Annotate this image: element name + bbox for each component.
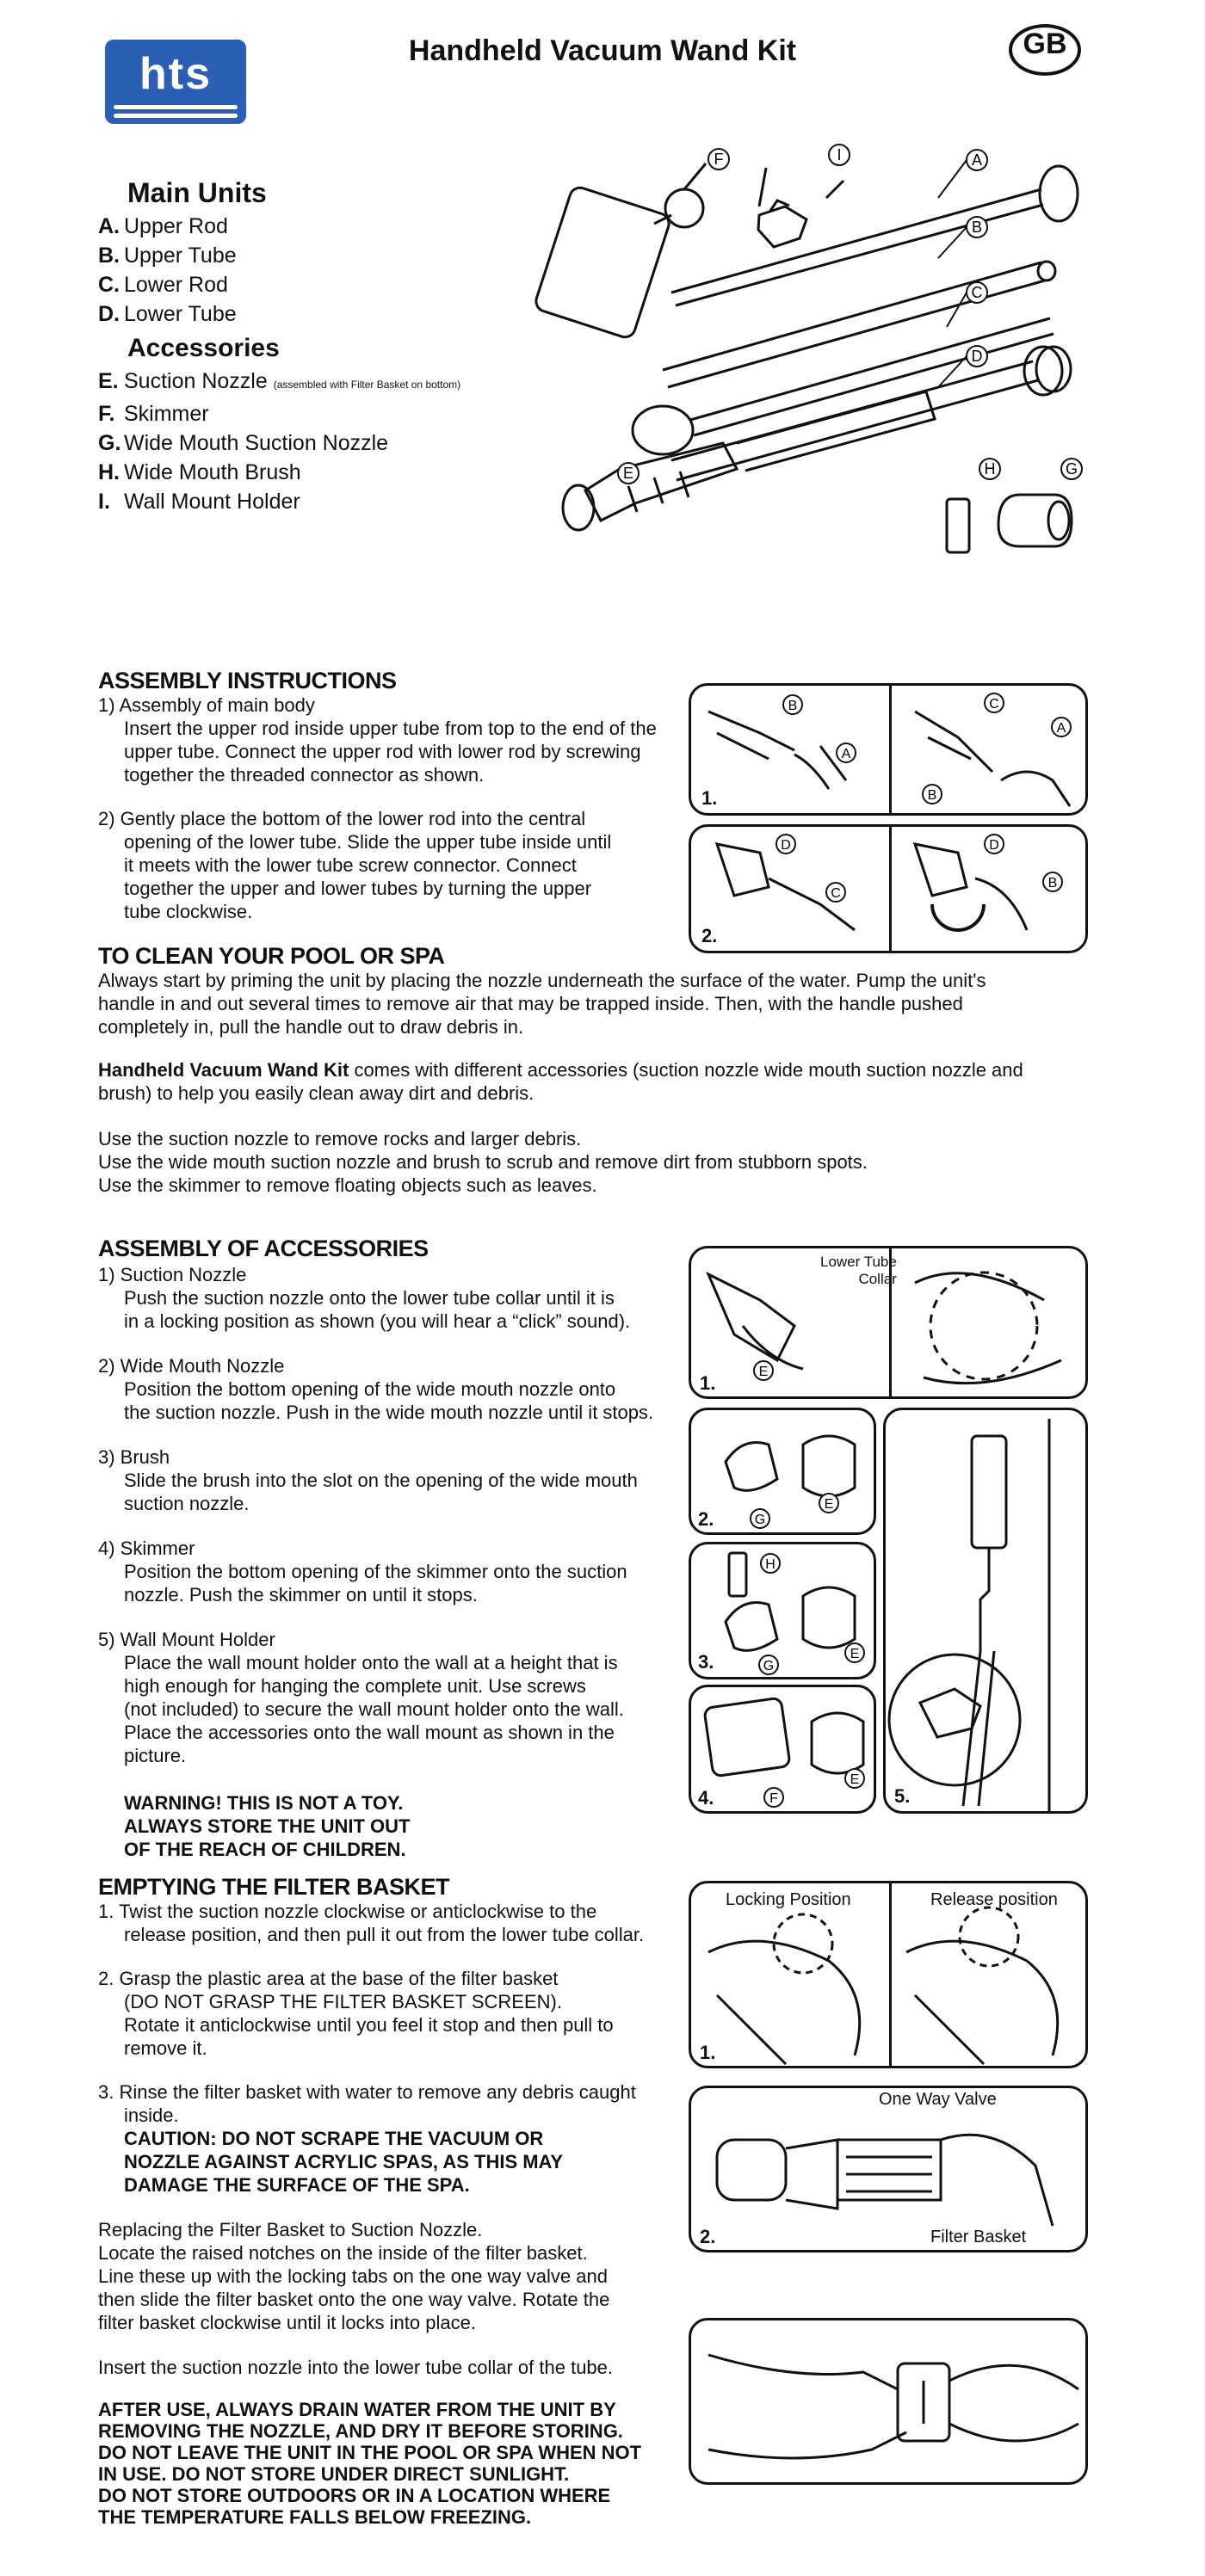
filter-figure-1 xyxy=(689,1881,1088,2068)
figure-number: 2. xyxy=(701,925,718,946)
svg-text:E: E xyxy=(824,1497,834,1512)
list-item: F. Skimmer xyxy=(98,402,209,426)
filter-step-1: 1. Twist the suction nozzle clockwise or anticlockwise to the release position, and then pull it out from the lower tube collar. xyxy=(98,1901,645,1945)
filter-step-3: 3. Rinse the filter basket with water to remove any debris caught inside. xyxy=(98,2081,636,2126)
accessory-step-1: 1) Suction Nozzle Push the suction nozzle onto the lower tube collar until it is in a locking position as shown (you will hear a “click” sound). xyxy=(98,1264,631,1332)
figure-number: 5. xyxy=(894,1785,911,1807)
accessory-step-3: 3) Brush Slide the brush into the slot on the opening of the wide mouth suction nozzle. xyxy=(98,1446,638,1514)
assembly-step1: 1) Assembly of main body Insert the upper rod inside upper tube from top to the end of the upper tube. Connect the upper rod with lower rod by screwing together the threaded connector as shown. xyxy=(98,694,657,786)
figure-number: 4. xyxy=(698,1787,714,1809)
callout-a: A xyxy=(971,151,983,169)
logo-wave xyxy=(114,114,238,118)
svg-text:A: A xyxy=(841,747,851,761)
list-item: H. Wide Mouth Brush xyxy=(98,460,301,484)
accessory-figure-2 xyxy=(689,1408,876,1535)
list-item: E. Suction Nozzle (assembled with Filter Basket on bottom) xyxy=(98,369,461,393)
step-title: 1) Assembly of main body xyxy=(98,694,315,716)
callout-d: D xyxy=(971,348,983,365)
caution-note: CAUTION: DO NOT SCRAPE THE VACUUM OR NOZZLE AGAINST ACRYLIC SPAS, AS THIS MAY DAMAGE THE SURFACE OF THE SPA. xyxy=(124,2128,564,2196)
accessories-list xyxy=(98,367,460,516)
accessory-step-5: 5) Wall Mount Holder Place the wall mount holder onto the wall at a height that is high enough for hanging the complete unit. Use screws (not included) to secure the wall mount holder onto the wall. Place the accessories onto the wall mount as shown in the picture. xyxy=(98,1629,624,1766)
list-item: D. Lower Tube xyxy=(98,302,237,326)
svg-text:H: H xyxy=(765,1557,776,1572)
accessory-step-4: 4) Skimmer Position the bottom opening of the skimmer onto the suction nozzle. Push the skimmer on until it stops. xyxy=(98,1538,627,1605)
filter-figure-2 xyxy=(689,2086,1088,2252)
skimmer-drawing xyxy=(534,185,703,340)
figure-number: 2. xyxy=(698,1508,714,1530)
region-badge: GB xyxy=(1009,24,1081,76)
assembly-heading: ASSEMBLY INSTRUCTIONS xyxy=(98,668,397,693)
filter-step-2: 2. Grasp the plastic area at the base of the filter basket (DO NOT GRASP THE FILTER BASKET SCREEN). Rotate it anticlockwise until you feel it stop and then pull to remove it. xyxy=(98,1968,614,2059)
filter-basket-label: Filter Basket xyxy=(930,2228,1027,2246)
svg-text:A: A xyxy=(1056,721,1066,736)
callout-e: E xyxy=(622,465,634,482)
svg-text:B: B xyxy=(1047,876,1058,891)
figure-number: 3. xyxy=(698,1651,714,1673)
accessory-figure-4 xyxy=(689,1685,876,1814)
callout-i: I xyxy=(837,146,842,163)
filter-heading: EMPTYING THE FILTER BASKET xyxy=(98,1874,450,1900)
list-item: C. Lower Rod xyxy=(98,273,228,297)
upper-tube-drawing xyxy=(663,262,1055,387)
wide-mouth-nozzle-drawing xyxy=(998,495,1072,546)
svg-text:B: B xyxy=(927,788,937,803)
callout-b: B xyxy=(971,219,983,236)
figure-number: 1. xyxy=(700,1372,716,1394)
svg-text:D: D xyxy=(989,838,999,853)
assembly-figure-2 xyxy=(689,824,1088,953)
logo-text: hts xyxy=(139,49,212,99)
parts-illustration xyxy=(534,129,1119,568)
svg-text:D: D xyxy=(781,838,791,853)
toy-warning: WARNING! THIS IS NOT A TOY. ALWAYS STORE THE UNIT OUT OF THE REACH OF CHILDREN. xyxy=(124,1792,411,1860)
assembly-step2: 2) Gently place the bottom of the lower rod into the central opening of the lower tube. Slide the upper tube inside until it meets with the lower tube screw connector. Connect together the upper and lower tubes by turning the upper tube clockwise. xyxy=(98,808,612,922)
svg-text:G: G xyxy=(754,1513,766,1527)
upper-rod-drawing xyxy=(671,166,1078,305)
locking-position-label: Locking Position xyxy=(726,1890,851,1909)
svg-text:C: C xyxy=(831,886,841,901)
callout-h: H xyxy=(984,460,996,478)
accessory-figure-1 xyxy=(689,1246,1088,1399)
insert-instruction: Insert the suction nozzle into the lower tube collar of the tube. xyxy=(98,2357,614,2378)
filter-figure-3 xyxy=(689,2318,1088,2485)
list-item: G. Wide Mouth Suction Nozzle xyxy=(98,431,389,455)
assembly-figure-1 xyxy=(689,683,1088,816)
collar-label: Lower Tube Collar xyxy=(820,1254,897,1287)
svg-text:B: B xyxy=(788,699,798,713)
figure-number: 2. xyxy=(700,2226,716,2247)
accessory-figure-3 xyxy=(689,1542,876,1679)
svg-text:E: E xyxy=(758,1365,769,1379)
release-position-label: Release position xyxy=(930,1890,1058,1909)
accessory-step-2: 2) Wide Mouth Nozzle Position the bottom opening of the wide mouth nozzle onto the suction nozzle. Push in the wide mouth nozzle until it stops. xyxy=(98,1355,654,1423)
svg-text:E: E xyxy=(850,1772,860,1787)
callout-f: F xyxy=(714,151,724,168)
svg-text:F: F xyxy=(769,1791,778,1806)
svg-text:G: G xyxy=(763,1659,775,1673)
clean-para-2: Handheld Vacuum Wand Kit comes with different accessories (suction nozzle wide mouth suction nozzle and brush) to help you easily clean away dirt and debris. xyxy=(98,1059,1023,1104)
list-item: A. Upper Rod xyxy=(98,214,228,238)
callout-c: C xyxy=(971,284,983,301)
page-title: Handheld Vacuum Wand Kit xyxy=(408,34,797,67)
replace-instructions: Replacing the Filter Basket to Suction Nozzle. Locate the raised notches on the inside of the filter basket. Line these up with the locking tabs on the one way valve and then slide the filter basket onto the one way valve. Rotate the filter basket clockwise until it locks into place. xyxy=(98,2219,610,2333)
one-way-valve-label: One Way Valve xyxy=(879,2090,997,2109)
clean-para-1: Always start by priming the unit by placing the nozzle underneath the surface of the water. Pump the unit's handle in and out several times to remove air that may be trapped inside. Then, with the handle pushed completely in, pull the handle out to draw debris in. xyxy=(98,970,986,1038)
accessory-assembly-heading: ASSEMBLY OF ACCESSORIES xyxy=(98,1236,429,1261)
figure-number: 1. xyxy=(700,2042,716,2063)
main-units-list xyxy=(98,212,237,329)
main-units-heading: Main Units xyxy=(127,177,267,208)
accessory-figure-5 xyxy=(883,1408,1088,1814)
clean-para-3: Use the suction nozzle to remove rocks and larger debris. Use the wide mouth suction nozzle and brush to scrub and remove dirt from stubborn spots. Use the skimmer to remove floating objects such as leaves. xyxy=(98,1128,868,1196)
callout-g: G xyxy=(1065,460,1078,478)
brush-drawing xyxy=(947,499,969,552)
svg-text:E: E xyxy=(850,1647,860,1661)
svg-text:C: C xyxy=(989,697,999,712)
clean-heading: TO CLEAN YOUR POOL OR SPA xyxy=(98,943,445,969)
list-item: B. Upper Tube xyxy=(98,243,237,268)
accessories-heading: Accessories xyxy=(127,334,280,362)
logo-wave xyxy=(114,105,238,109)
storage-warning: AFTER USE, ALWAYS DRAIN WATER FROM THE UNIT BY REMOVING THE NOZZLE, AND DRY IT BEFORE STORING. DO NOT LEAVE THE UNIT IN THE POOL OR SPA WHEN NOT IN USE. DO NOT STORE UNDER DIRECT SUNLIGHT. DO NOT STORE OUTDOORS OR IN A LOCATION WHERE THE TEMPERATURE FALLS BELOW FREEZING. xyxy=(98,2399,642,2528)
figure-number: 1. xyxy=(701,787,718,809)
list-item: I. Wall Mount Holder xyxy=(98,490,300,514)
wall-mount-drawing xyxy=(758,200,806,247)
